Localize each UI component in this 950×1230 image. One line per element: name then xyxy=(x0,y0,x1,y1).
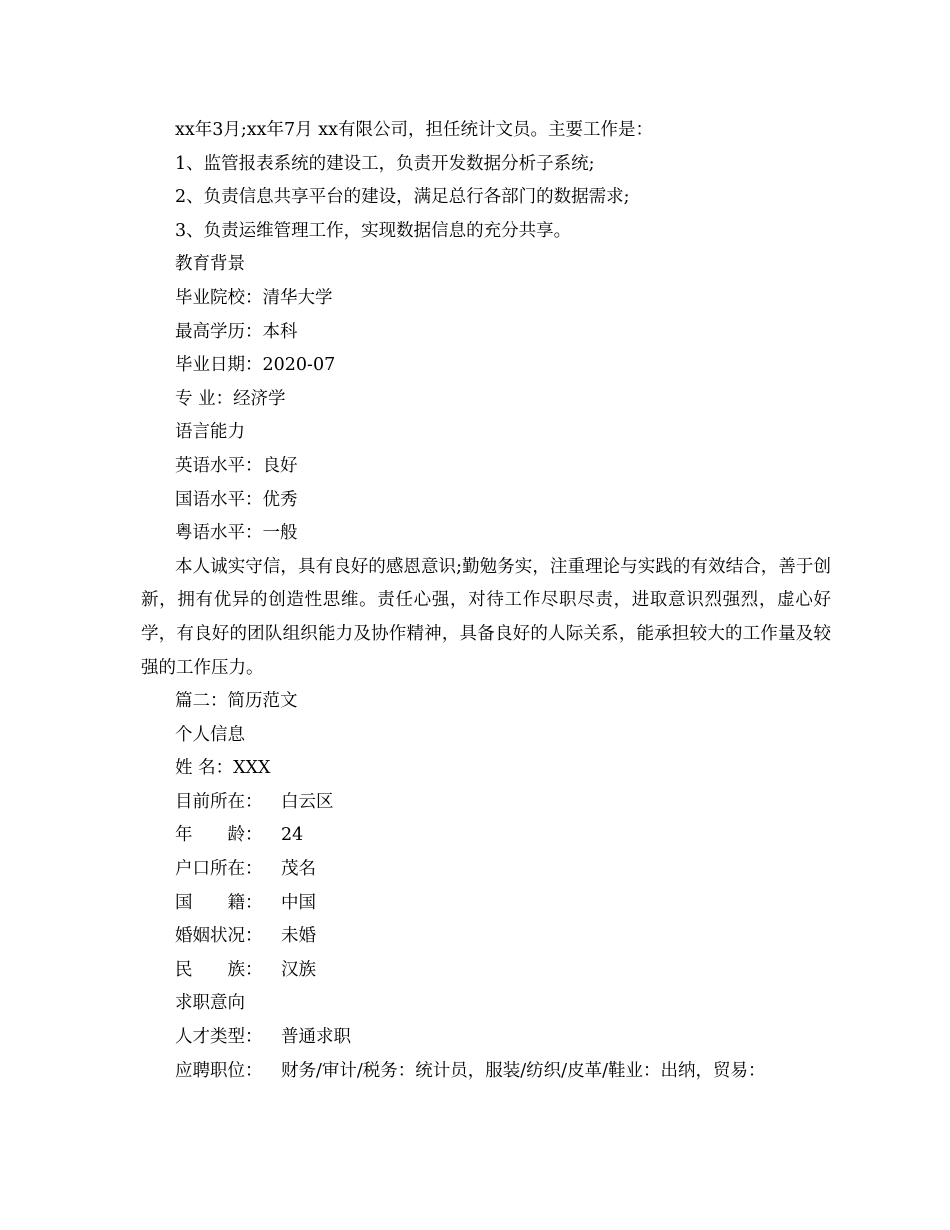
language-mandarin: 国语水平：优秀 xyxy=(175,489,298,510)
personal-location-label: 目前所在： xyxy=(175,791,263,812)
personal-hukou xyxy=(141,853,831,887)
work-intro: xx年3月;xx年7月 xx有限公司，担任统计文员。主要工作是： xyxy=(175,120,653,140)
personal-age-value: 24 xyxy=(281,825,304,846)
education-date: 毕业日期：2020-07 xyxy=(175,355,336,376)
personal-marital xyxy=(141,920,831,954)
personal-nationality xyxy=(141,887,831,921)
personal-location-value: 白云区 xyxy=(281,791,334,812)
education-major: 专 业：经济学 xyxy=(175,388,286,409)
self-evaluation-paragraph: 本人诚实守信，具有良好的感恩意识;勤勉务实，注重理论与实践的有效结合，善于创新，拥有优异的创造性思维。责任心强，对待工作尽职尽责，进取意识烈强烈，虚心好学，有良好的团队组织能力及协作精神，具备良好的人际关系，能承担较大的工作量及较强的工作压力。 xyxy=(141,556,831,678)
part2-title: 篇二：简历范文 xyxy=(175,691,298,712)
personal-hukou-label: 户口所在： xyxy=(175,859,263,880)
work-duty-1: 1、监管报表系统的建设工，负责开发数据分析子系统; xyxy=(175,153,595,174)
work-duty-2: 2、负责信息共享平台的建设，满足总行各部门的数据需求; xyxy=(175,187,630,208)
personal-nationality-label: 国 籍： xyxy=(175,892,263,913)
job-intent-heading: 求职意向 xyxy=(175,993,245,1014)
personal-marital-label: 婚姻状况： xyxy=(175,926,263,947)
job-talent-type-label: 人才类型： xyxy=(175,1027,263,1048)
personal-nationality-value: 中国 xyxy=(281,892,316,913)
personal-info-heading: 个人信息 xyxy=(175,724,245,745)
education-degree: 最高学历：本科 xyxy=(175,321,298,342)
personal-location xyxy=(141,786,831,820)
personal-ethnicity-label: 民 族： xyxy=(175,959,263,980)
language-english: 英语水平：良好 xyxy=(175,455,298,476)
personal-marital-value: 未婚 xyxy=(281,926,316,947)
job-talent-type-value: 普通求职 xyxy=(281,1027,351,1048)
job-talent-type xyxy=(141,1021,831,1055)
personal-ethnicity-value: 汉族 xyxy=(281,959,316,980)
job-position-value: 财务/审计/税务：统计员，服装/纺织/皮革/鞋业：出纳，贸易： xyxy=(281,1060,766,1081)
document-body xyxy=(141,114,831,1088)
language-cantonese: 粤语水平：一般 xyxy=(175,523,298,544)
personal-name: 姓 名：XXX xyxy=(175,758,271,779)
education-school: 毕业院校：清华大学 xyxy=(175,287,333,308)
education-heading: 教育背景 xyxy=(175,254,245,275)
job-position-label: 应聘职位： xyxy=(175,1060,263,1081)
language-heading: 语言能力 xyxy=(175,422,245,443)
personal-ethnicity xyxy=(141,954,831,988)
work-duty-3: 3、负责运维管理工作，实现数据信息的充分共享。 xyxy=(175,220,572,241)
job-position xyxy=(141,1055,831,1089)
personal-hukou-value: 茂名 xyxy=(281,859,316,880)
personal-age-label: 年 龄： xyxy=(175,825,263,846)
personal-age xyxy=(141,819,831,853)
